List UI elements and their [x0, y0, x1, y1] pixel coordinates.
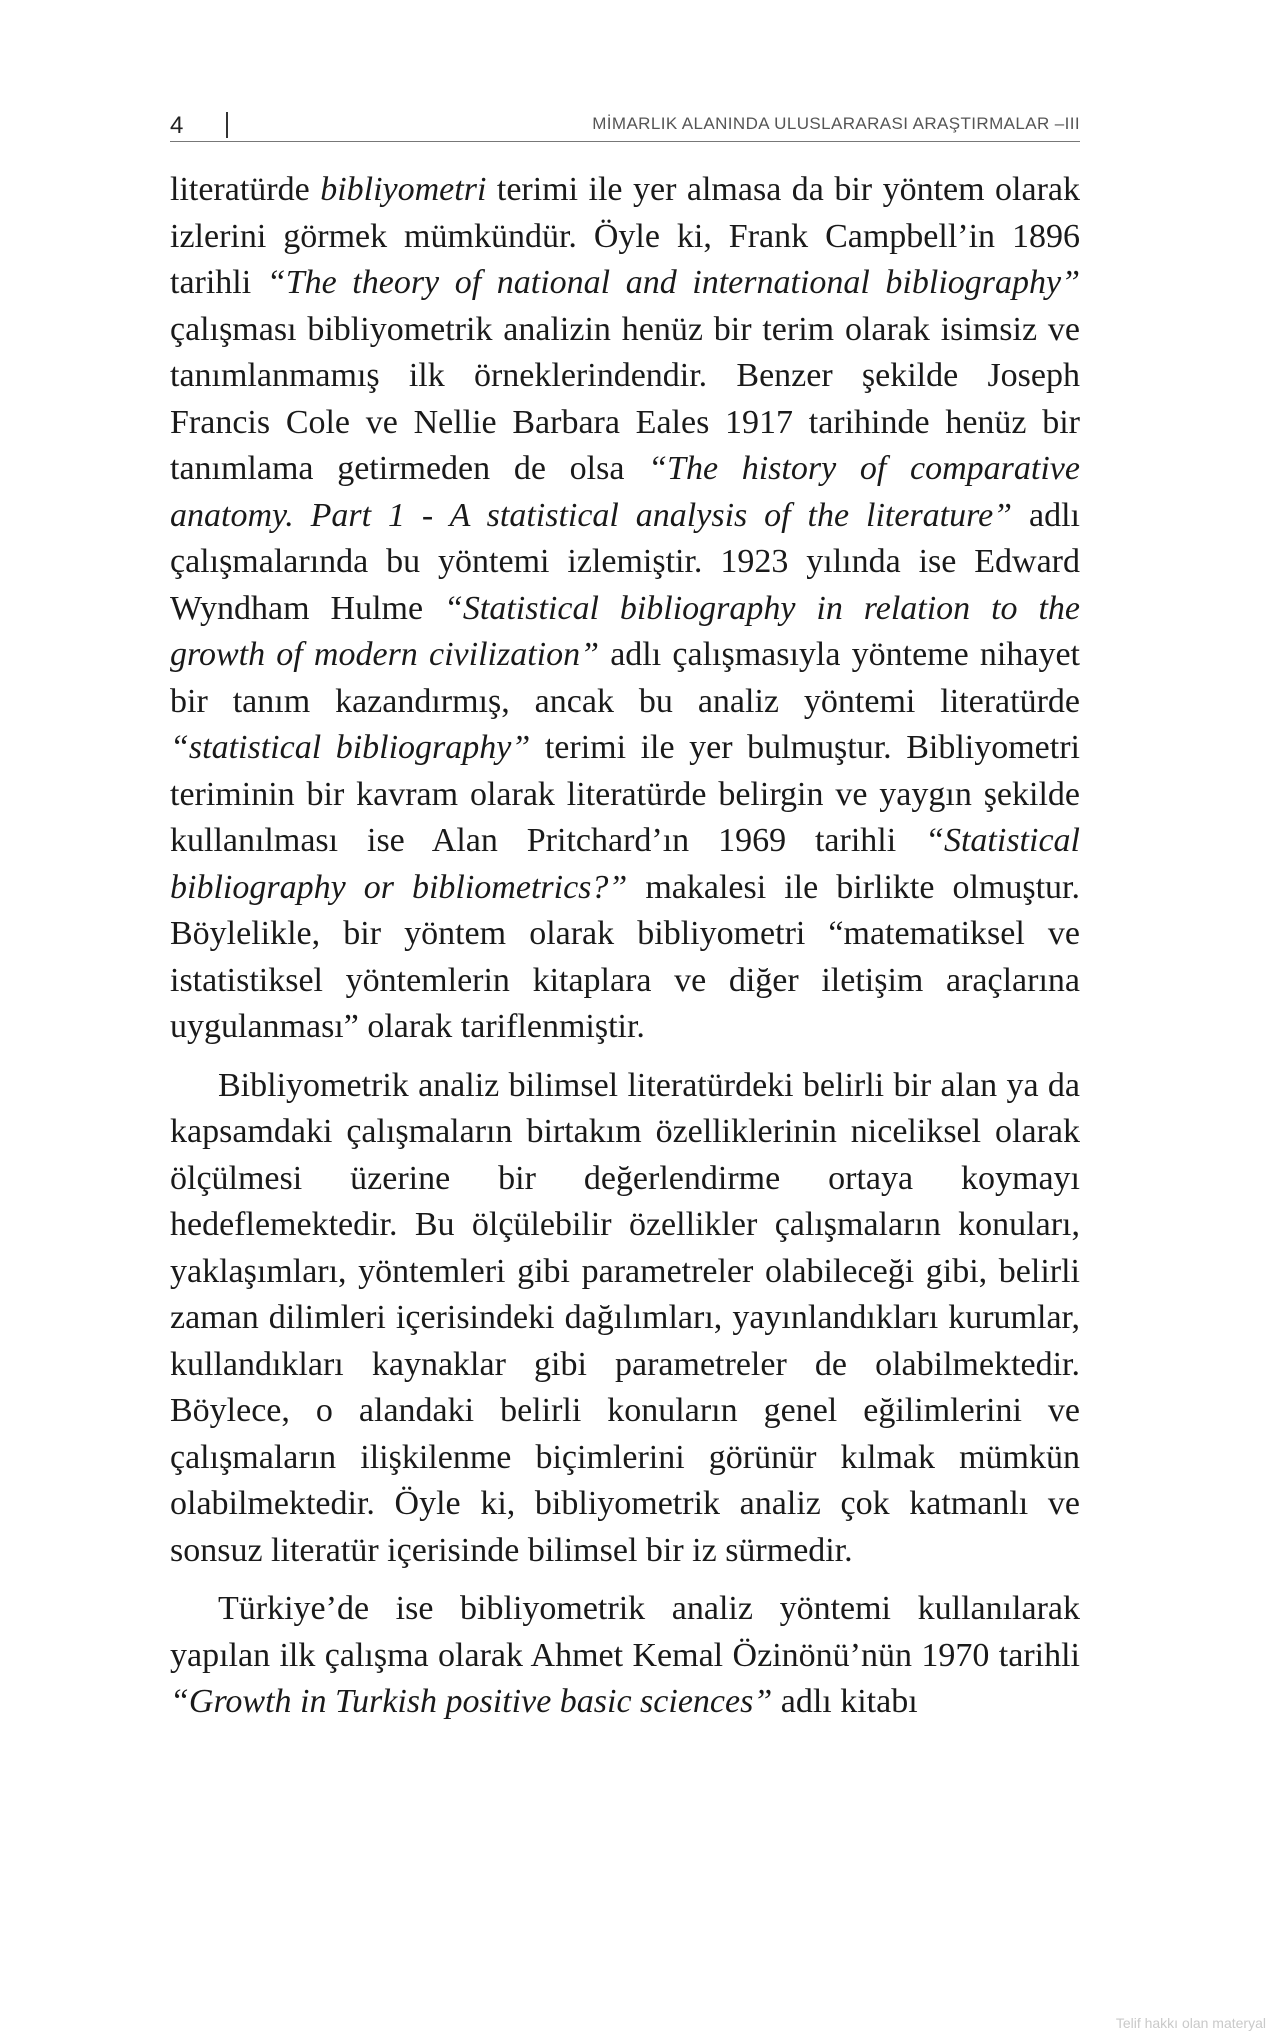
text-run: adlı çalışmalarında bu yöntemi izlemiştir. 1923 yılında ise Edward Wyndham Hulme — [170, 496, 1081, 627]
italic-title-run: bibliyometri — [320, 171, 487, 208]
page-number: 4 — [170, 112, 184, 139]
text-run: adlı kitabı — [772, 1683, 918, 1720]
body-text — [170, 167, 1080, 1726]
header-rule — [170, 141, 1080, 142]
italic-title-run: “statistical bibliography” — [170, 729, 531, 766]
text-run: literatürde — [170, 171, 321, 208]
italic-title-run: “The theory of national and international bibliography” — [266, 264, 1080, 301]
text-run: çalışması bibliyometrik analizin henüz bir terim olarak isimsiz ve tanımlanmamış ilk örneklerindendir. Benzer şekilde Joseph Francis Cole ve Nellie Barbara Eales 1917 tarihinde henüz bir tanımlama getirmeden de olsa — [170, 310, 1080, 487]
italic-title-run: “The history of comparative anatomy. Part 1 - A statistical analysis of the literature” — [170, 450, 1080, 534]
text-run: terimi ile yer almasa da bir yöntem olarak izlerini görmek mümkündür. Öyle ki, Frank Campbell’in 1896 tarihli — [170, 171, 1080, 301]
text-run: Bibliyometrik analiz bilimsel literatürdeki belirli bir alan ya da kapsamdaki çalışmaların birtakım özelliklerinin niceliksel olarak ölçülmesi üzerine bir değerlendirme ortaya koymayı hedeflemektedir. Bu ölçülebilir özellikler çalışmaların konuları, yaklaşımları, yöntemleri gibi parametreler olabileceği gibi, belirli zaman dilimleri içerisindeki dağılımları, yayınlandıkları kurumlar, kullandıkları kaynaklar gibi parametreler de olabilmektedir. Böylece, o alandaki belirli konuların genel eğilimlerini ve çalışmaların ilişkilenme biçimlerini görünür kılmak mümkün olabilmektedir. Öyle ki, bibliyometrik analiz çok katmanlı ve sonsuz literatür içerisinde bilimsel bir iz sürmedir. — [170, 1066, 1080, 1569]
paragraph-3 — [170, 1586, 1080, 1726]
italic-title-run: “Statistical bibliography or bibliometrics?” — [170, 822, 1080, 906]
header-separator — [226, 112, 228, 138]
paragraph-2 — [170, 1063, 1080, 1575]
running-title: MİMARLIK ALANINDA ULUSLARARASI ARAŞTIRMALAR –III — [592, 114, 1080, 133]
text-run: adlı çalışmasıyla yönteme nihayet bir tanım kazandırmış, ancak bu analiz yöntemi literatürde — [170, 636, 1080, 720]
italic-title-run: “Statistical bibliography in relation to the growth of modern civilization” — [170, 589, 1081, 673]
text-run: terimi ile yer bulmuştur. Bibliyometri teriminin bir kavram olarak literatürde belirgin ve yaygın şekilde kullanılması ise Alan Pritchard’ın 1969 tarihli — [170, 729, 1080, 859]
copyright-watermark: Telif hakkı olan materyal — [1115, 2015, 1266, 2031]
text-run: Türkiye’de ise bibliyometrik analiz yöntemi kullanılarak yapılan ilk çalışma olarak Ahmet Kemal Özinönü’nün 1970 tarihli — [170, 1590, 1080, 1674]
italic-title-run: “Growth in Turkish positive basic sciences” — [170, 1683, 773, 1720]
paragraph-1 — [170, 167, 1080, 1051]
page-header — [170, 108, 1080, 142]
text-run: makalesi ile birlikte olmuştur. Böylelikle, bir yöntem olarak bibliyometri “matematiksel ve istatistiksel yöntemlerin kitaplara ve diğer iletişim araçlarına uygulanması” olarak tariflenmiştir. — [170, 868, 1080, 1045]
